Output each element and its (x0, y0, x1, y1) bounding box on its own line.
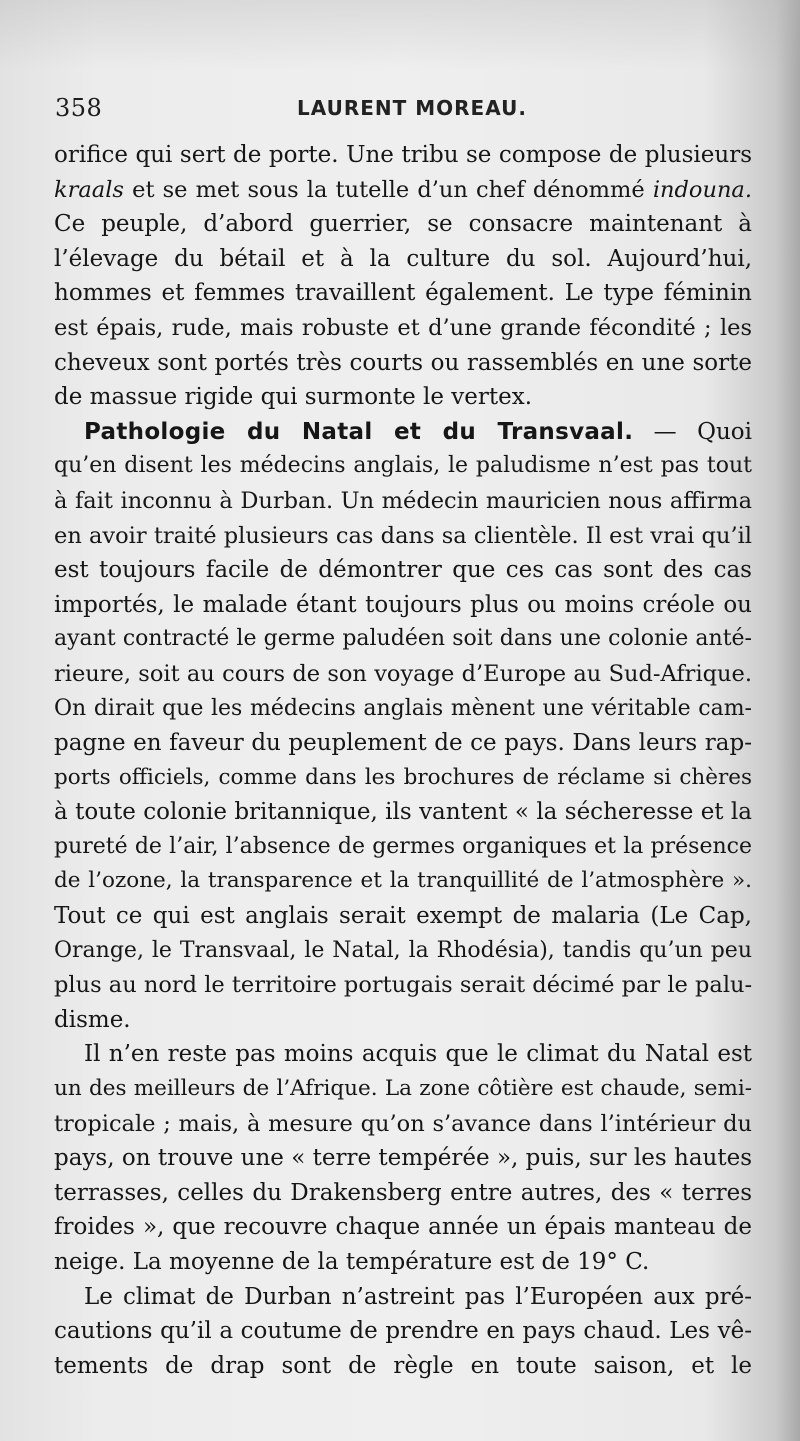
section-heading-line (54, 415, 752, 450)
page-number: 358 (55, 94, 103, 122)
text-line: à fait inconnu à Durban. Un médecin mauricien nous affirma (54, 487, 752, 514)
text-line: froides », que recouvre chaque année un épais manteau de (54, 1214, 752, 1241)
text-line: Orange, le Transvaal, le Natal, la Rhodésia), tandis qu’un peu (54, 937, 752, 963)
text-line: importés, le malade étant toujours plus ou moins créole ou (54, 591, 752, 618)
text-line: à toute colonie britannique, ils vantent « la sécheresse et la (54, 799, 752, 826)
running-head: LAURENT MOREAU. (297, 96, 527, 120)
text-line: en avoir traité plusieurs cas dans sa clientèle. Il est vrai qu’il (54, 522, 752, 549)
text-line: ports officiels, comme dans les brochures de réclame si chères (54, 764, 752, 790)
text-line: cautions qu’il a coutume de prendre en pays chaud. Les vê- (54, 1318, 752, 1345)
text-line: de l’ozone, la transparence et la tranquillité de l’atmosphère ». (54, 868, 752, 894)
text-line: un des meilleurs de l’Afrique. La zone côtière est chaude, semi- (54, 1076, 752, 1102)
text-line: hommes et femmes travaillent également. Le type féminin (54, 280, 752, 307)
text-line: Ce peuple, d’abord guerrier, se consacre maintenant à (54, 211, 752, 238)
text-fragment: — Quoi (633, 418, 752, 445)
text-line (54, 173, 752, 208)
text-line: plus au nord le territoire portugais serait décimé par le palu- (54, 972, 753, 999)
text-line: l’élevage du bétail et à la culture du sol. Aujourd’hui, (54, 245, 752, 272)
text-line: pagne en faveur du peuplement de ce pays. Dans leurs rap- (54, 730, 752, 757)
text-line: est toujours facile de démontrer que ces cas sont des cas (54, 557, 752, 584)
text-fragment: et se met sous la tutelle d’un chef dénommé (123, 176, 653, 203)
text-line: tements de drap sont de règle en toute saison, et le (54, 1352, 752, 1379)
text-line: orifice qui sert de porte. Une tribu se compose de plusieurs (54, 142, 752, 168)
text-line: ayant contracté le germe paludéen soit dans une colonie anté- (54, 626, 752, 652)
text-line: de massue rigide qui surmonte le vertex. (54, 384, 533, 411)
page-header (52, 94, 752, 128)
text-line: Il n’en reste pas moins acquis que le climat du Natal est (84, 1041, 752, 1068)
text-line: pureté de l’air, l’absence de germes organiques et la présence (54, 833, 752, 859)
text-line: Tout ce qui est anglais serait exempt de malaria (Le Cap, (54, 903, 752, 930)
italic-term: indouna. (652, 176, 752, 203)
body-text (54, 138, 752, 1383)
text-line: cheveux sont portés très courts ou rassemblés en une sorte (54, 349, 752, 376)
text-line: On dirait que les médecins anglais mènent une véritable cam- (54, 695, 752, 721)
text-line: est épais, rude, mais robuste et d’une grande fécondité ; les (54, 314, 752, 341)
text-line: qu’en disent les médecins anglais, le paludisme n’est pas tout (54, 453, 752, 479)
text-line: terrasses, celles du Drakensberg entre autres, des « terres (54, 1179, 752, 1206)
scan-shading (0, 0, 800, 70)
text-line: rieure, soit au cours de son voyage d’Europe au Sud-Afrique. (54, 660, 752, 687)
section-title: Pathologie du Natal et du Transvaal. (84, 418, 634, 445)
italic-term: kraals (54, 176, 124, 203)
text-line: pays, on trouve une « terre tempérée », puis, sur les hautes (54, 1145, 752, 1172)
text-line: Le climat de Durban n’astreint pas l’Européen aux pré- (84, 1283, 752, 1310)
text-line: neige. La moyenne de la température est de 19° C. (54, 1249, 650, 1275)
text-line: disme. (54, 1006, 131, 1033)
text-line: tropicale ; mais, à mesure qu’on s’avance dans l’intérieur du (54, 1110, 752, 1137)
